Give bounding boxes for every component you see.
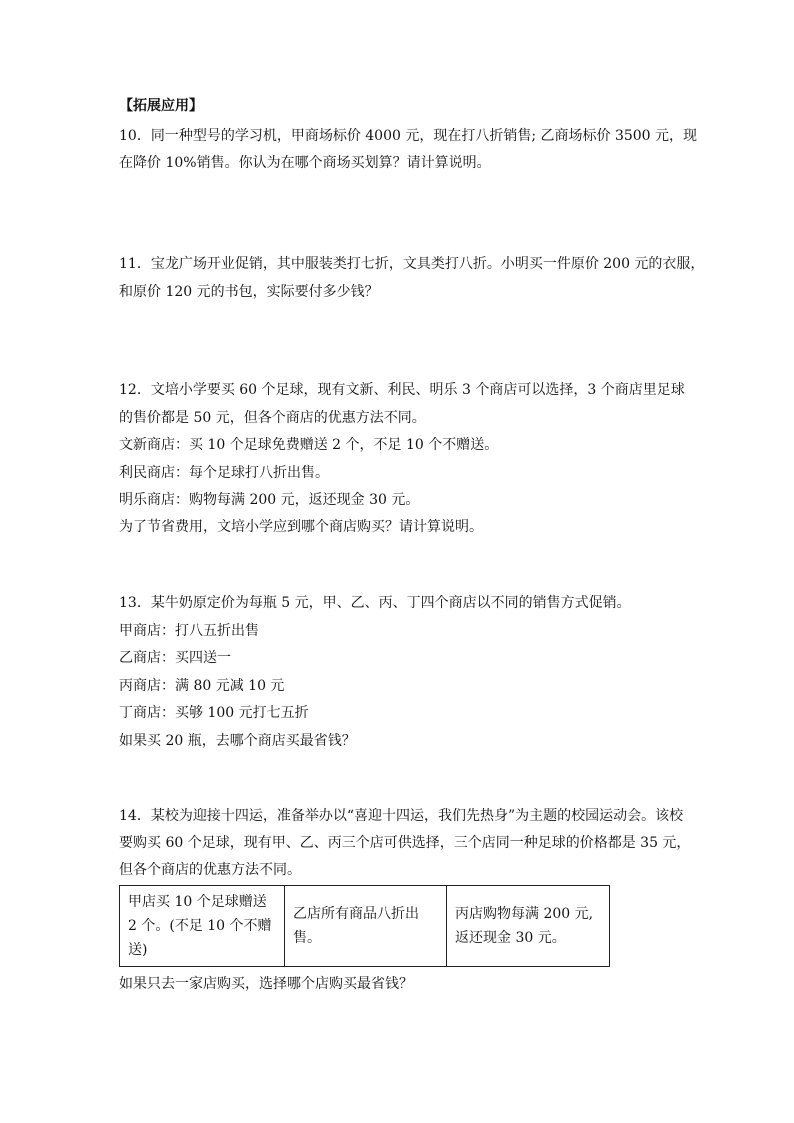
q13-line3: 乙商店：买四送一 — [119, 650, 231, 666]
q14-line1: 14．某校为迎接十四运，准备举办以“喜迎十四运，我们先热身”为主题的校园运动会。该校 — [119, 808, 684, 824]
q12-line1: 12．文培小学要买 60 个足球，现有文新、利民、明乐 3 个商店可以选择，3 个商店里足球 — [119, 382, 685, 398]
q13-line5: 丁商店：买够 100 元打七五折 — [119, 705, 309, 721]
table-cell-bing: 丙店购物每满 200 元,返还现金 30 元。 — [447, 886, 610, 967]
q10-line1: 10．同一种型号的学习机，甲商场标价 4000 元，现在打八折销售; 乙商场标价 3500 元，现 — [119, 128, 698, 144]
q13-line1: 13．某牛奶原定价为每瓶 5 元，甲、乙、丙、丁四个商店以不同的销售方式促销。 — [119, 595, 631, 611]
q12-line4: 利民商店：每个足球打八折出售。 — [119, 465, 329, 481]
table-cell-jia: 甲店买 10 个足球赠送 2 个。(不足 10 个不赠送) — [120, 886, 285, 967]
q13-line4: 丙商店：满 80 元减 10 元 — [119, 678, 285, 694]
table-row — [120, 886, 610, 967]
q11-line2: 和原价 120 元的书包，实际要付多少钱？ — [119, 284, 379, 300]
q14-line2: 要购买 60 个足球，现有甲、乙、丙三个店可供选择，三个店同一种足球的价格都是 35 元， — [119, 835, 691, 851]
discount-table — [119, 885, 610, 967]
q11-line1: 11．宝龙广场开业促销，其中服装类打七折，文具类打八折。小明买一件原价 200 元的衣服， — [119, 256, 705, 272]
q10-line2: 在降价 10%销售。你认为在哪个商场买划算？请计算说明。 — [119, 155, 491, 171]
q12-line6: 为了节省费用，文培小学应到哪个商店购买？请计算说明。 — [119, 519, 483, 535]
q14-question: 如果只去一家店购买，选择哪个店购买最省钱？ — [119, 976, 413, 992]
q12-line2: 的售价都是 50 元，但各个商店的优惠方法不同。 — [119, 410, 426, 426]
q14-line3: 但各个商店的优惠方法不同。 — [119, 862, 301, 878]
q12-line5: 明乐商店：购物每满 200 元，返还现金 30 元。 — [119, 492, 420, 508]
q12-line3: 文新商店：买 10 个足球免费赠送 2 个，不足 10 个不赠送。 — [119, 437, 499, 453]
q13-line2: 甲商店：打八五折出售 — [119, 623, 259, 639]
section-title: 【拓展应用】 — [119, 98, 203, 114]
table-cell-yi: 乙店所有商品八折出售。 — [285, 886, 447, 967]
q13-line6: 如果买 20 瓶，去哪个商店买最省钱？ — [119, 733, 356, 749]
